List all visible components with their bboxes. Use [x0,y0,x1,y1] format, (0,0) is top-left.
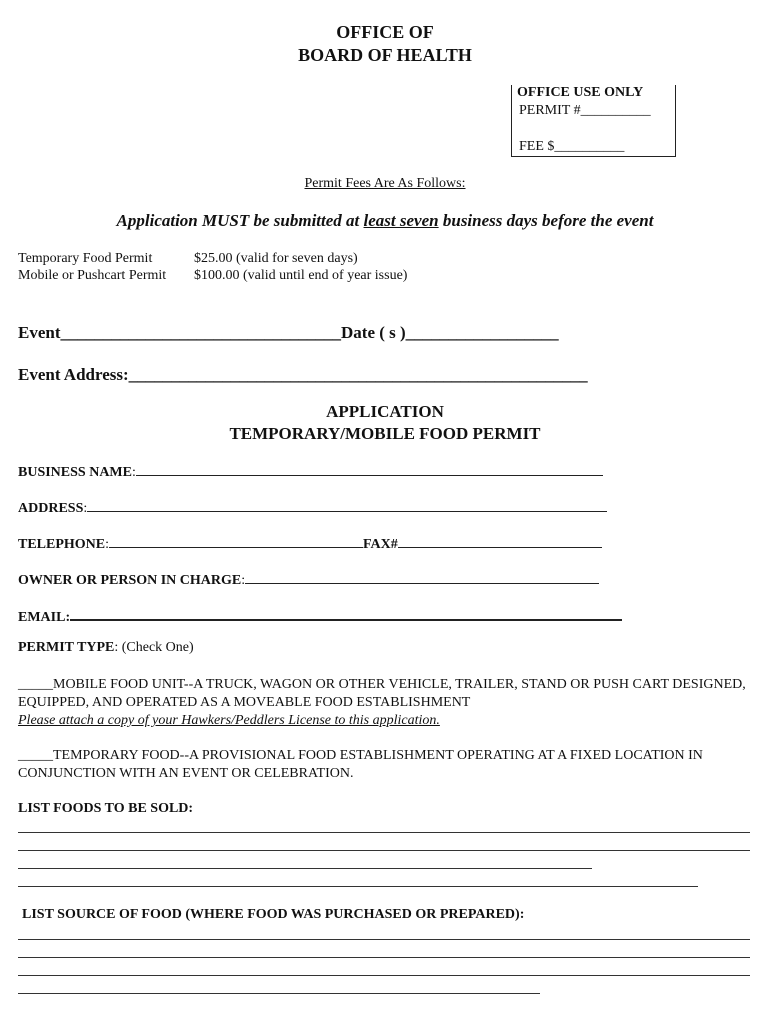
email-blank[interactable] [70,605,622,621]
fax-blank[interactable] [398,533,602,548]
source-line-3[interactable] [18,975,750,976]
telephone-field[interactable]: TELEPHONE: FAX# [18,533,602,553]
notice-part2: business days before the event [438,211,654,230]
temporary-food-option[interactable]: _____TEMPORARY FOOD--A PROVISIONAL FOOD ESTABLISHMENT OPERATING AT A FIXED LOCATION IN CONJUNCTION WITH AN EVENT OR CELEBRATION. [18,748,703,781]
address-label: ADDRESS [18,501,84,516]
fee-field[interactable]: FEE $__________ [519,139,625,154]
email-field[interactable] [18,605,622,626]
business-name-field[interactable]: BUSINESS NAME: [18,461,603,481]
source-line-2[interactable] [18,957,750,958]
permit-type-label: PERMIT TYPE [18,640,115,655]
address-blank[interactable] [87,497,607,512]
fax-label: FAX# [363,537,398,552]
permit-type-hint: : (Check One) [114,640,194,655]
mobile-food-unit-option[interactable] [18,676,758,730]
fees-heading [0,176,770,192]
owner-field[interactable]: OWNER OR PERSON IN CHARGE: [18,569,599,589]
owner-blank[interactable] [245,569,599,584]
telephone-blank[interactable] [109,533,363,548]
office-use-heading: OFFICE USE ONLY [517,85,644,100]
application-title: APPLICATION [326,402,444,421]
office-title: OFFICE OF [336,22,434,42]
permit-number-field[interactable]: PERMIT #__________ [519,103,651,118]
fee-name-mobile: Mobile or Pushcart Permit [18,268,167,283]
fee-price-temporary: $25.00 (valid for seven days) [194,251,358,266]
submission-deadline-notice [0,211,770,231]
hawkers-license-note-text: Please attach a copy of your Hawkers/Peddlers License to this application. [18,713,440,728]
foods-line-2[interactable] [18,850,750,851]
fees-heading-text: Permit Fees Are As Follows: [304,176,466,191]
event-address-blank: :______________________________________________________ [123,365,588,384]
fee-price-mobile: $100.00 (valid until end of year issue) [194,268,408,283]
event-address-line[interactable] [18,365,588,385]
notice-underlined: least seven [363,211,439,230]
foods-list-label: LIST FOODS TO BE SOLD: [18,801,194,816]
address-field[interactable]: ADDRESS: [18,497,607,517]
business-name-label: BUSINESS NAME [18,465,132,480]
foods-line-1[interactable] [18,832,750,833]
hawkers-license-note [18,712,758,730]
telephone-label: TELEPHONE [18,537,106,552]
foods-line-3[interactable] [18,868,592,869]
source-line-1[interactable] [18,939,750,940]
owner-label: OWNER OR PERSON IN CHARGE [18,573,242,588]
foods-line-4[interactable] [18,886,698,887]
office-use-box [511,85,676,157]
business-name-blank[interactable] [136,461,603,476]
food-source-label: LIST SOURCE OF FOOD (WHERE FOOD WAS PURCHASED OR PREPARED): [22,907,525,922]
notice-part1: Application MUST be submitted at [116,211,364,230]
event-address-label: Event Address [18,365,124,384]
source-line-4[interactable] [18,993,540,994]
mobile-food-unit-text: _____MOBILE FOOD UNIT--A TRUCK, WAGON OR OTHER VEHICLE, TRAILER, STAND OR PUSH CART DESIGNED, EQUIPPED, AND OPERATED AS A MOVEABLE FOOD ESTABLISHMENT [18,677,746,710]
fee-name-temporary: Temporary Food Permit [18,251,153,266]
permit-type-heading [18,640,194,656]
board-title: BOARD OF HEALTH [298,45,472,65]
event-date-line[interactable]: Event_________________________________Date ( s )__________________ [18,323,559,342]
permit-title: TEMPORARY/MOBILE FOOD PERMIT [229,424,541,443]
email-label: EMAIL: [18,610,71,625]
